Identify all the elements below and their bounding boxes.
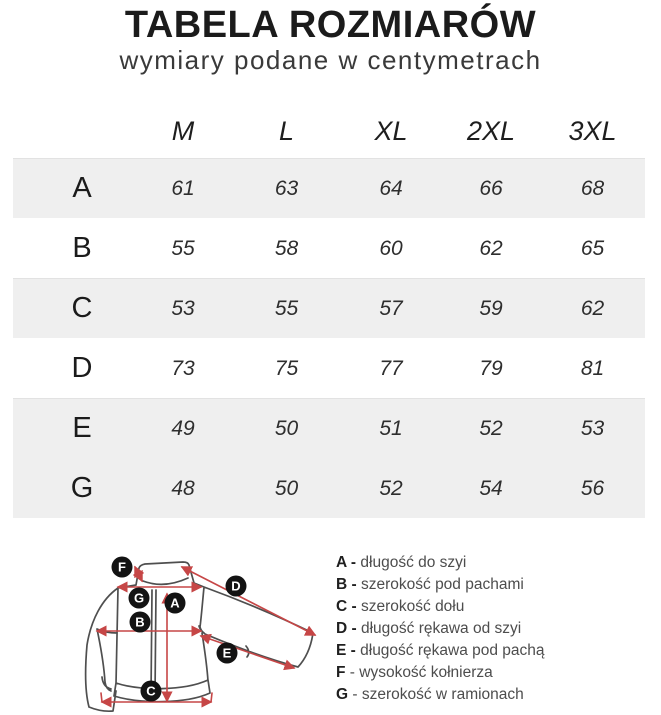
table-row <box>13 458 645 518</box>
legend-dash: - <box>347 620 361 637</box>
legend-item <box>336 574 646 596</box>
table-row <box>13 278 645 338</box>
size-value: 57 <box>379 297 403 320</box>
size-table <box>13 105 645 518</box>
size-value: 52 <box>379 476 403 500</box>
legend-letter: F <box>336 664 346 681</box>
size-value: 61 <box>171 177 195 200</box>
table-header-row <box>13 105 645 158</box>
legend-letter: E <box>336 642 347 659</box>
legend-item <box>336 596 646 618</box>
legend-letter: A <box>336 554 347 571</box>
legend-letter: D <box>336 620 348 637</box>
legend-description: szerokość dołu <box>360 598 465 615</box>
size-value: 64 <box>379 177 403 200</box>
size-value: 63 <box>274 177 299 200</box>
table-body <box>13 158 645 518</box>
size-value: 56 <box>580 476 605 500</box>
badge-C-label: C <box>146 683 156 699</box>
column-header-xl: XL <box>374 116 408 146</box>
size-value: 49 <box>171 417 195 440</box>
column-header-2xl: 2XL <box>466 116 516 146</box>
jacket-outline <box>86 559 313 711</box>
legend-letter: C <box>336 598 348 615</box>
size-value: 48 <box>171 476 195 500</box>
badge-G-label: G <box>133 590 145 606</box>
badge-B-label: B <box>135 614 145 630</box>
size-value: 53 <box>580 417 605 440</box>
jacket-measurement-diagram <box>70 548 332 715</box>
row-label: G <box>70 471 94 504</box>
size-value: 51 <box>379 417 403 440</box>
size-value: 75 <box>274 356 299 380</box>
size-value: 66 <box>479 177 503 200</box>
legend-letter: B <box>336 576 348 593</box>
row-label: C <box>71 292 93 324</box>
size-value: 77 <box>379 356 403 380</box>
measurement-legend <box>336 552 646 706</box>
size-value: 52 <box>479 417 503 440</box>
size-value: 65 <box>580 236 605 260</box>
badge-E-label: E <box>222 645 232 661</box>
legend-description: długość do szyi <box>360 554 467 571</box>
table-row <box>13 158 645 218</box>
size-value: 62 <box>580 297 605 320</box>
column-header-m: M <box>171 116 195 146</box>
column-header-l: L <box>278 116 295 146</box>
size-value: 68 <box>580 177 605 200</box>
row-label: B <box>72 231 92 264</box>
legend-dash: - <box>346 642 361 659</box>
column-header-3xl: 3XL <box>568 116 617 146</box>
size-value: 59 <box>479 297 503 320</box>
size-value: 50 <box>274 417 299 440</box>
legend-item <box>336 640 646 662</box>
size-value: 58 <box>274 236 299 260</box>
size-value: 55 <box>171 236 195 260</box>
measurement-badges <box>112 557 247 702</box>
size-value: 55 <box>274 297 299 320</box>
legend-dash: - <box>345 664 360 681</box>
legend-dash: - <box>346 554 361 571</box>
legend-letter: G <box>336 686 349 703</box>
measurement-line-E <box>201 636 294 668</box>
legend-description: długość rękawa od szyi <box>360 620 522 637</box>
legend-item <box>336 618 646 640</box>
size-value: 53 <box>171 297 195 320</box>
legend-description: długość rękawa pod pachą <box>360 642 545 659</box>
badge-D-label: D <box>231 578 241 594</box>
legend-dash: - <box>347 598 361 615</box>
legend-description: szerokość pod pachami <box>360 576 524 593</box>
table-row <box>13 338 645 398</box>
legend-description: szerokość w ramionach <box>361 686 524 703</box>
table-row <box>13 398 645 458</box>
legend-description: wysokość kołnierza <box>359 664 493 681</box>
page-subtitle: wymiary podane w centymetrach <box>119 45 542 75</box>
size-value: 54 <box>479 476 503 500</box>
row-label: D <box>71 351 93 384</box>
size-value: 79 <box>479 356 503 380</box>
size-value: 50 <box>274 476 299 500</box>
size-value: 60 <box>379 236 403 260</box>
legend-item <box>336 684 646 706</box>
row-label: A <box>72 172 92 204</box>
table-row <box>13 218 645 278</box>
badge-F-label: F <box>118 559 126 575</box>
badge-A-label: A <box>170 595 180 611</box>
page-title: TABELA ROZMIARÓW <box>124 4 537 46</box>
legend-dash: - <box>348 686 362 703</box>
legend-item <box>336 552 646 574</box>
size-value: 73 <box>171 356 195 380</box>
size-value: 62 <box>479 236 503 260</box>
row-label: E <box>72 412 92 444</box>
legend-dash: - <box>347 576 361 593</box>
size-value: 81 <box>580 356 605 380</box>
legend-item <box>336 662 646 684</box>
